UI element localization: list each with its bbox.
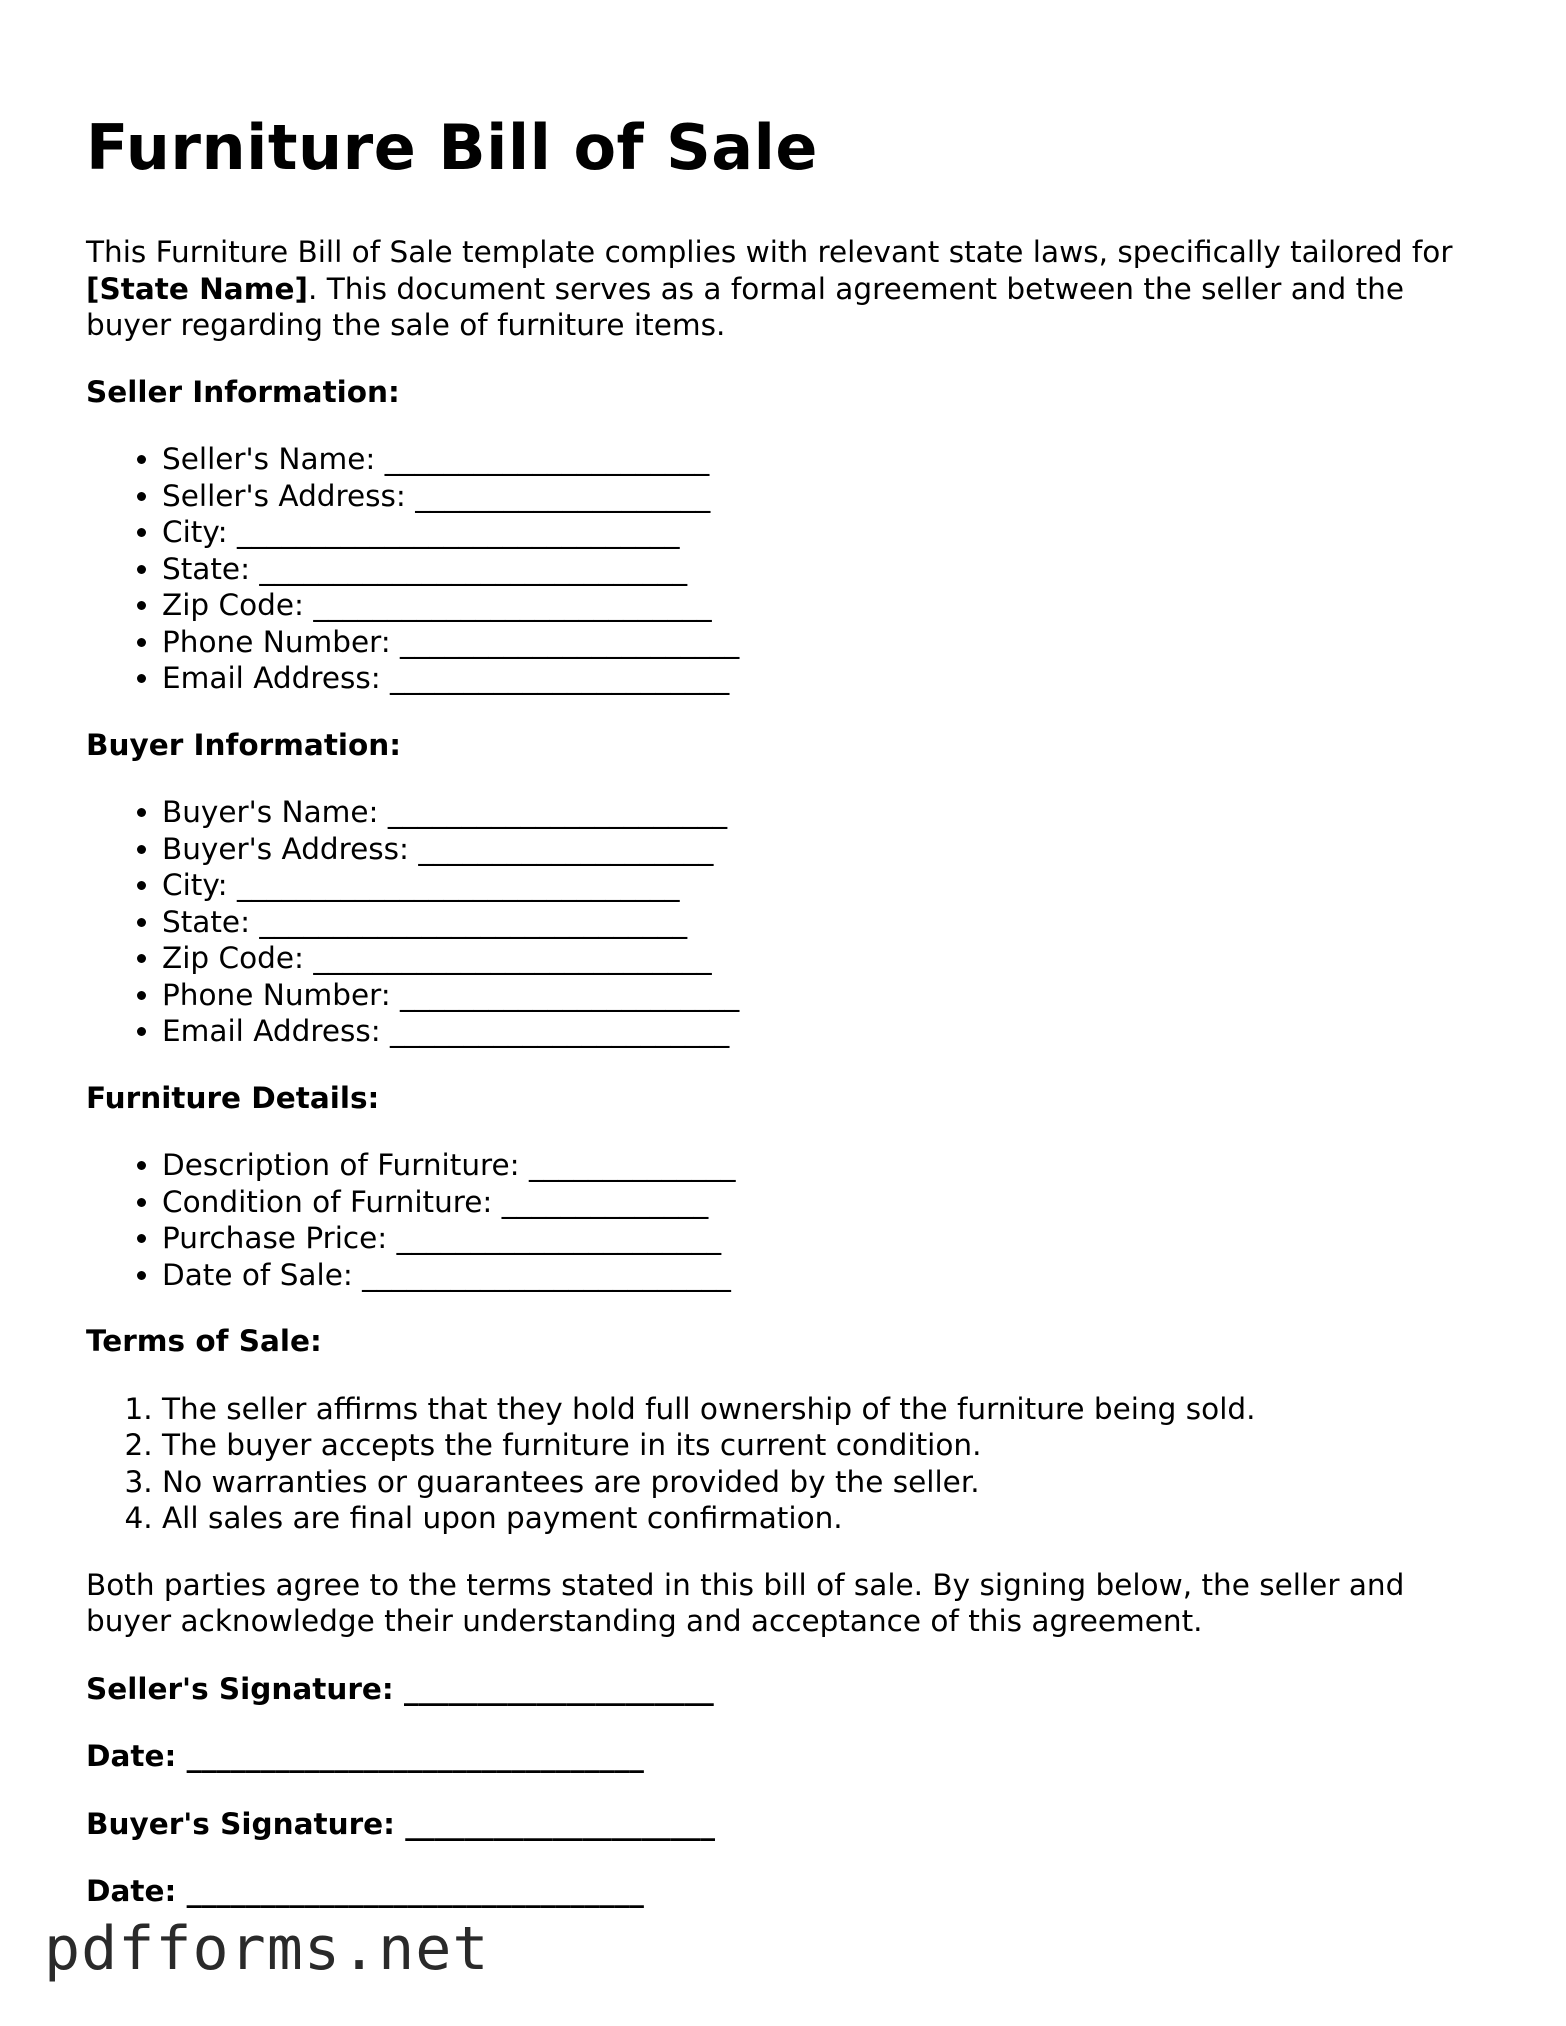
intro-paragraph xyxy=(86,234,1486,344)
buyer-state-field[interactable]: • State: _____________________________ xyxy=(162,904,1486,941)
document-page xyxy=(86,108,1486,1941)
seller-signature-field[interactable]: Seller's Signature: _____________________ xyxy=(86,1671,714,1706)
furniture-condition-field[interactable]: • Condition of Furniture: ______________ xyxy=(162,1184,1486,1221)
term-item: 3. No warranties or guarantees are provided by the seller. xyxy=(162,1464,1486,1501)
furniture-description-field[interactable]: • Description of Furniture: ______________ xyxy=(162,1147,1486,1184)
seller-phone-field[interactable]: • Phone Number: _______________________ xyxy=(162,624,1486,661)
intro-text-after: . This document serves as a formal agreement between the seller and the buyer regarding the sale of furniture items. xyxy=(86,271,1404,342)
seller-address-field[interactable]: • Seller's Address: ____________________ xyxy=(162,478,1486,515)
buyer-zip-field[interactable]: • Zip Code: ___________________________ xyxy=(162,940,1486,977)
buyer-information-heading: Buyer Information: xyxy=(86,727,402,762)
buyer-fields-list xyxy=(86,794,1486,1050)
buyer-date-field[interactable]: Date: _______________________________ xyxy=(86,1874,644,1908)
seller-city-field[interactable]: • City: ______________________________ xyxy=(162,514,1486,551)
terms-list xyxy=(86,1391,1486,1537)
buyer-address-field[interactable]: • Buyer's Address: ____________________ xyxy=(162,831,1486,868)
site-watermark: pdfforms.net xyxy=(44,1914,490,1984)
seller-date-field[interactable]: Date: _______________________________ xyxy=(86,1739,644,1773)
state-name-placeholder: [State Name] xyxy=(86,271,308,306)
buyer-email-field[interactable]: • Email Address: _______________________ xyxy=(162,1013,1486,1050)
agreement-paragraph: Both parties agree to the terms stated in this bill of sale. By signing below, the seller and buyer acknowledge their understanding and acceptance of this agreement. xyxy=(86,1567,1405,1638)
seller-fields-list xyxy=(86,441,1486,697)
buyer-city-field[interactable]: • City: ______________________________ xyxy=(162,867,1486,904)
furniture-details-heading: Furniture Details: xyxy=(86,1080,380,1115)
seller-email-field[interactable]: • Email Address: _______________________ xyxy=(162,660,1486,697)
intro-text-before: This Furniture Bill of Sale template complies with relevant state laws, specifically tailored for xyxy=(86,235,1453,269)
term-item: 2. The buyer accepts the furniture in its current condition. xyxy=(162,1427,1486,1464)
seller-information-heading: Seller Information: xyxy=(86,374,400,409)
seller-state-field[interactable]: • State: _____________________________ xyxy=(162,551,1486,588)
seller-zip-field[interactable]: • Zip Code: ___________________________ xyxy=(162,587,1486,624)
furniture-fields-list xyxy=(86,1147,1486,1293)
seller-name-field[interactable]: • Seller's Name: ______________________ xyxy=(162,441,1486,478)
term-item: 1. The seller affirms that they hold full ownership of the furniture being sold. xyxy=(162,1391,1486,1428)
buyer-name-field[interactable]: • Buyer's Name: _______________________ xyxy=(162,794,1486,831)
purchase-price-field[interactable]: • Purchase Price: ______________________ xyxy=(162,1220,1486,1257)
term-item: 4. All sales are final upon payment confirmation. xyxy=(162,1500,1486,1537)
document-title: Furniture Bill of Sale xyxy=(86,111,818,184)
buyer-signature-field[interactable]: Buyer's Signature: _____________________ xyxy=(86,1806,715,1841)
terms-of-sale-heading: Terms of Sale: xyxy=(86,1324,322,1358)
buyer-phone-field[interactable]: • Phone Number: _______________________ xyxy=(162,977,1486,1014)
date-of-sale-field[interactable]: • Date of Sale: _________________________ xyxy=(162,1257,1486,1294)
